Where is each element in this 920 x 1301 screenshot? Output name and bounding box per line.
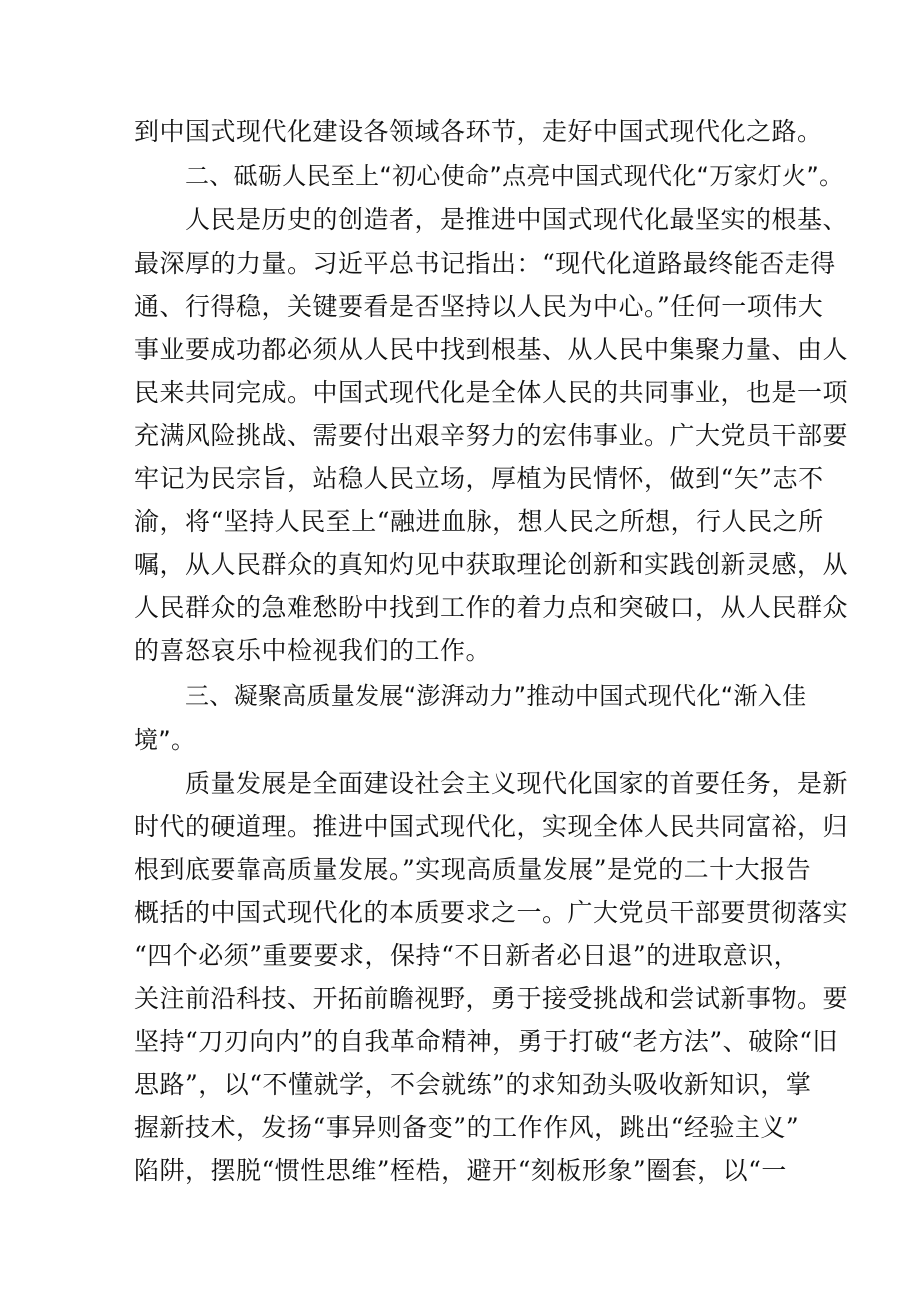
text-line: 到中国式现代化建设各领域各环节，走好中国式现代化之路。 (134, 117, 823, 146)
text-line: 事业要成功都必须从人民中找到根基、从人民中集聚力量、由人 (134, 335, 849, 364)
text-line: 嘱，从人民群众的真知灼见中获取理论创新和实践创新灵感，从 (134, 550, 849, 579)
text-line: 最深厚的力量。习近平总书记指出：“现代化道路最终能否走得 (134, 249, 836, 278)
text-line: “四个必须”重要要求，保持“不日新者必日退”的进取意识， (134, 941, 800, 970)
text-line: 思路”，以“不懂就学，不会就练”的求知劲头吸收新知识，掌 (134, 1070, 812, 1099)
text-line: 概括的中国式现代化的本质要求之一。广大党员干部要贯彻落实 (134, 898, 849, 927)
text-line: 牢记为民宗旨，站稳人民立场，厚植为民情怀，做到“矢”志不 (134, 464, 824, 493)
text-line: 的喜怒哀乐中检视我们的工作。 (134, 636, 492, 665)
section-heading-3: 三、凝聚高质量发展“澎湃动力”推动中国式现代化“渐入佳 (185, 682, 807, 710)
text-line: 质量发展是全面建设社会主义现代化国家的首要任务，是新 (185, 769, 849, 798)
text-line: 关注前沿科技、开拓前瞻视野，勇于接受挑战和尝试新事物。要 (134, 984, 849, 1013)
text-line: 人民群众的急难愁盼中找到工作的着力点和突破口，从人民群众 (134, 593, 849, 622)
text-line: 渝，将“坚持人民至上“融进血脉，想人民之所想，行人民之所 (134, 507, 824, 536)
text-line: 通、行得稳，关键要看是否坚持以人民为中心。”任何一项伟大 (134, 292, 824, 321)
section-heading-3-continued: 境”。 (134, 726, 196, 754)
text-line: 充满风险挑战、需要付出艰辛努力的宏伟事业。广大党员干部要 (134, 421, 849, 450)
text-line: 人民是历史的创造者，是推进中国式现代化最坚实的根基、 (185, 205, 849, 234)
text-line: 握新技术，发扬“事异则备变”的工作作风，跳出“经验主义” (134, 1113, 800, 1142)
text-line: 根到底要靠高质量发展。”实现高质量发展”是党的二十大报告 (134, 855, 812, 884)
text-line: 民来共同完成。中国式现代化是全体人民的共同事业，也是一项 (134, 378, 849, 407)
section-heading-2: 二、砥砺人民至上“初心使命”点亮中国式现代化“万家灯火”。 (185, 162, 844, 190)
text-line: 陷阱，摆脱“惯性思维”桎梏，避开“刻板形象”圈套，以“一 (134, 1156, 787, 1185)
text-line: 坚持“刀刃向内”的自我革命精神，勇于打破“老方法”、破除“旧 (134, 1027, 838, 1056)
text-line: 时代的硬道理。推进中国式现代化，实现全体人民共同富裕，归 (134, 812, 849, 841)
